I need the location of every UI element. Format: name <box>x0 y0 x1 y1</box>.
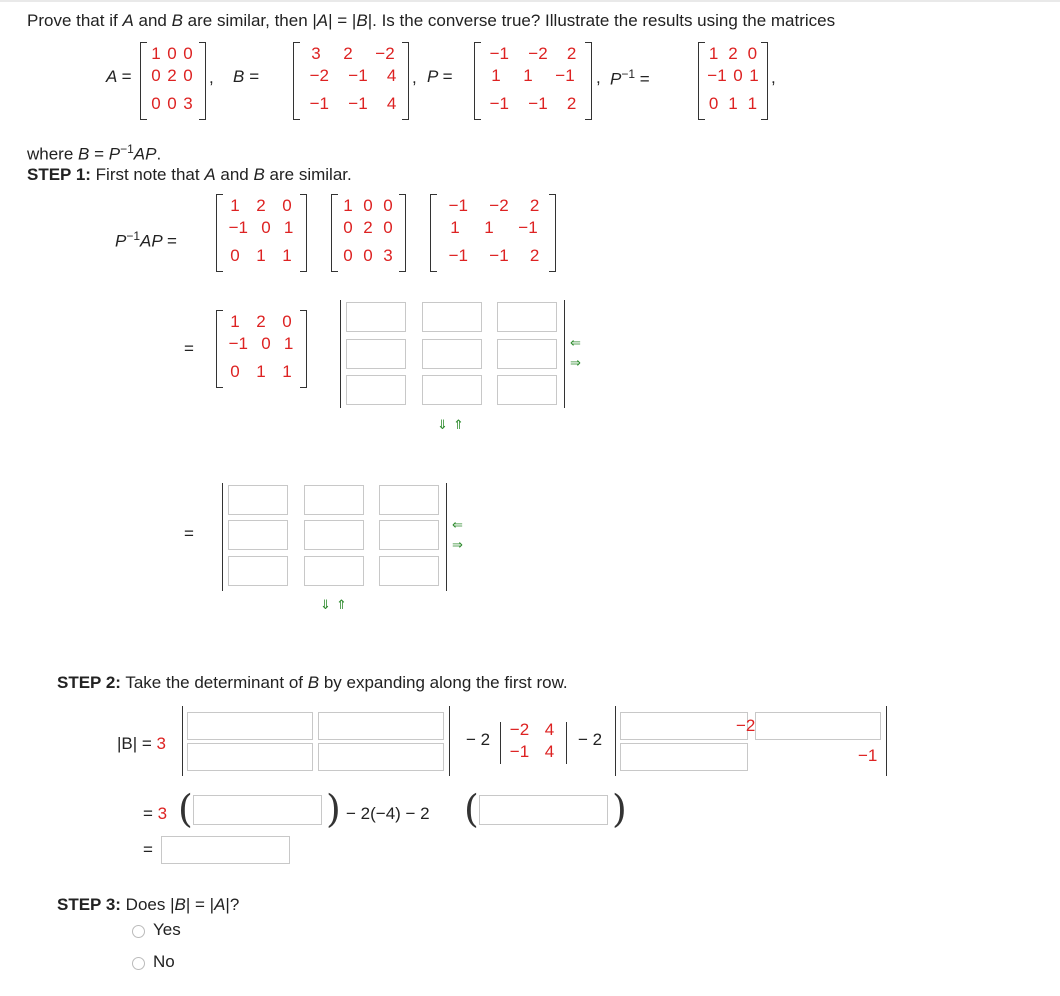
top-border <box>0 0 1060 2</box>
radio-yes[interactable] <box>132 925 145 938</box>
option-yes-label: Yes <box>153 920 181 939</box>
label-B: B = <box>233 67 259 86</box>
step1-matrix-A: 1 0 0 0 2 0 0 0 3 <box>343 196 393 265</box>
question-text: Prove that if A and B are similar, then |A| = |B|. Is the converse true? Illustrate the results using the matrices <box>27 11 836 30</box>
det-B-label: |B| = 3 <box>117 734 167 753</box>
cofactor1-input[interactable] <box>193 795 322 825</box>
label-P: P = <box>427 67 453 86</box>
ap-input-r3c3[interactable] <box>497 375 557 405</box>
add-row-arrow-icon[interactable]: ⇓ <box>437 417 448 432</box>
ap-input-r1c3[interactable] <box>497 302 557 332</box>
minor3-input-r1c1[interactable] <box>620 712 748 740</box>
middle-term: − 2(−4) − 2 <box>346 804 430 823</box>
step1-heading: STEP 1: First note that A and B are similar. <box>27 165 352 184</box>
option-no-label: No <box>153 952 175 971</box>
result-input-r1c1[interactable] <box>228 485 288 515</box>
minor3-input-r1c2[interactable] <box>755 712 881 740</box>
equals-sign-2: = <box>184 524 194 543</box>
step1-matrix-P: −1 −2 2 1 1 −1 −1 −1 2 <box>448 196 540 265</box>
label-P-inverse: $P^{-1}$ = <box>610 67 650 89</box>
remove-row-arrow-icon-2[interactable]: ⇑ <box>336 597 347 612</box>
equals-sign-3: = <box>143 840 153 859</box>
matrix-A: 1 0 0 0 2 0 0 0 3 <box>151 44 193 113</box>
add-column-arrow-icon-2[interactable]: ⇒ <box>452 537 463 552</box>
add-row-arrow-icon-2[interactable]: ⇓ <box>320 597 331 612</box>
determinant-B-input[interactable] <box>161 836 290 864</box>
step3-heading: STEP 3: Does |B| = |A|? <box>57 895 240 914</box>
minor1-input-r1c1[interactable] <box>187 712 313 740</box>
radio-no[interactable] <box>132 957 145 970</box>
result-input-r2c1[interactable] <box>228 520 288 550</box>
label-PinvAP: $P^{-1}AP$ = <box>115 229 177 251</box>
cofactor3-input[interactable] <box>479 795 608 825</box>
ap-input-r3c1[interactable] <box>346 375 406 405</box>
result-input-r3c2[interactable] <box>304 556 364 586</box>
label-A: A = <box>106 67 132 86</box>
result-input-r3c1[interactable] <box>228 556 288 586</box>
matrix-P-inverse: 1 2 0 −1 0 1 0 1 1 <box>707 44 759 113</box>
ap-input-r2c2[interactable] <box>422 339 482 369</box>
ap-input-r1c2[interactable] <box>422 302 482 332</box>
equals-sign-1: = <box>184 339 194 358</box>
ap-input-r1c1[interactable] <box>346 302 406 332</box>
result-input-r2c2[interactable] <box>304 520 364 550</box>
matrix-P: −1 −2 2 1 1 −1 −1 −1 2 <box>489 44 577 113</box>
matrix-B: 3 2 −2 −2 −1 4 −1 −1 4 <box>309 44 397 113</box>
minor1-input-r2c1[interactable] <box>187 743 313 771</box>
result-input-r3c3[interactable] <box>379 556 439 586</box>
step1-row2-matrix-P-inverse: 1 2 0 −1 0 1 0 1 1 <box>228 312 294 381</box>
minor1-input-r1c2[interactable] <box>318 712 444 740</box>
add-column-arrow-icon[interactable]: ⇒ <box>570 355 581 370</box>
result-input-r1c2[interactable] <box>304 485 364 515</box>
remove-column-arrow-icon-2[interactable]: ⇐ <box>452 517 463 532</box>
result-input-r2c3[interactable] <box>379 520 439 550</box>
where-text: where $B = P^{-1}AP$. <box>27 142 162 164</box>
minor3-input-r2c1[interactable] <box>620 743 748 771</box>
remove-column-arrow-icon[interactable]: ⇐ <box>570 335 581 350</box>
minor1-input-r2c2[interactable] <box>318 743 444 771</box>
step1-matrix-P-inverse: 1 2 0 −1 0 1 0 1 1 <box>228 196 294 265</box>
ap-input-r2c1[interactable] <box>346 339 406 369</box>
result-input-r1c3[interactable] <box>379 485 439 515</box>
remove-row-arrow-icon[interactable]: ⇑ <box>453 417 464 432</box>
step2-heading: STEP 2: Take the determinant of B by expanding along the first row. <box>57 673 568 692</box>
minor2-matrix: −2 4 −1 4 <box>509 720 555 761</box>
ap-input-r2c3[interactable] <box>497 339 557 369</box>
ap-input-r3c2[interactable] <box>422 375 482 405</box>
